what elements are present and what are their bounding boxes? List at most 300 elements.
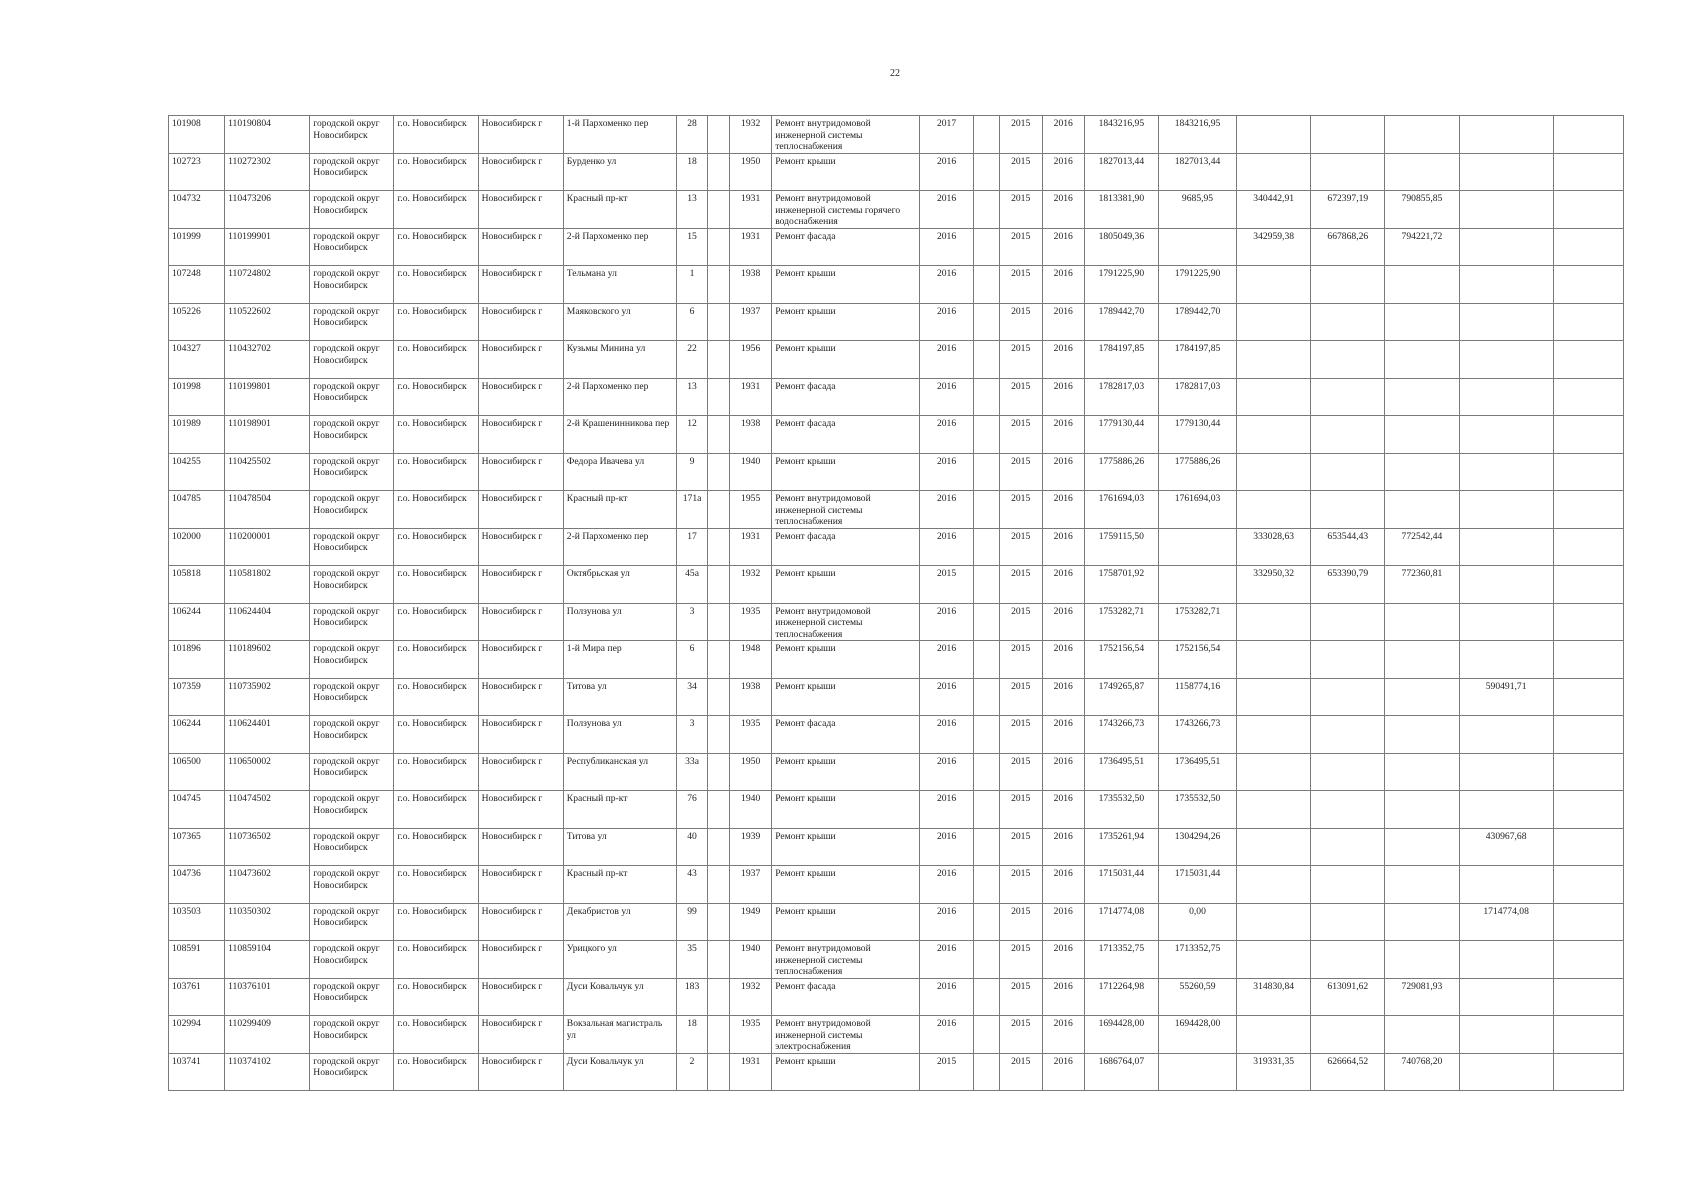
cell-source-b	[1311, 153, 1385, 191]
cell-total-cost: 1712264,98	[1084, 978, 1158, 1016]
table-row	[169, 228, 1624, 266]
cell-district: г.о. Новосибирск	[394, 1016, 478, 1054]
cell-blank-col	[973, 528, 999, 566]
cell-source-b	[1311, 753, 1385, 791]
cell-work-type: Ремонт фасада	[772, 716, 920, 754]
cell-source-b	[1311, 716, 1385, 754]
cell-city: Новосибирск г	[478, 678, 563, 716]
table-row	[169, 153, 1624, 191]
cell-source-a	[1237, 116, 1311, 154]
cell-street: Кузьмы Минина ул	[563, 341, 676, 379]
cell-district: г.о. Новосибирск	[394, 453, 478, 491]
cell-code: 110376101	[225, 978, 310, 1016]
cell-house-number: 28	[677, 116, 708, 154]
table-row	[169, 453, 1624, 491]
cell-plan-year: 2016	[920, 153, 973, 191]
cell-building	[708, 303, 730, 341]
cell-start-year: 2015	[999, 903, 1042, 941]
cell-source-d	[1459, 641, 1553, 679]
cell-year-built: 1935	[730, 603, 772, 641]
cell-source-d	[1459, 791, 1553, 829]
cell-blank-col	[973, 791, 999, 829]
cell-fund-amount: 1158774,16	[1158, 678, 1236, 716]
cell-extra-col	[1553, 791, 1623, 829]
cell-house-number: 99	[677, 903, 708, 941]
cell-extra-col	[1553, 228, 1623, 266]
cell-municipality: городской округ Новосибирск	[310, 866, 394, 904]
cell-source-a	[1237, 903, 1311, 941]
cell-object-id: 104255	[169, 453, 225, 491]
cell-start-year: 2015	[999, 491, 1042, 529]
cell-code: 110200001	[225, 528, 310, 566]
cell-start-year: 2015	[999, 341, 1042, 379]
cell-end-year: 2016	[1042, 116, 1084, 154]
cell-blank-col	[973, 303, 999, 341]
cell-source-c	[1385, 1016, 1459, 1054]
cell-fund-amount: 1843216,95	[1158, 116, 1236, 154]
cell-building	[708, 828, 730, 866]
cell-code: 110425502	[225, 453, 310, 491]
cell-house-number: 43	[677, 866, 708, 904]
cell-building	[708, 678, 730, 716]
cell-year-built: 1950	[730, 153, 772, 191]
cell-extra-col	[1553, 266, 1623, 304]
cell-object-id: 105818	[169, 566, 225, 604]
cell-end-year: 2016	[1042, 303, 1084, 341]
cell-source-d: 430967,68	[1459, 828, 1553, 866]
cell-source-c	[1385, 753, 1459, 791]
table-row	[169, 1053, 1624, 1091]
cell-plan-year: 2016	[920, 791, 973, 829]
cell-city: Новосибирск г	[478, 303, 563, 341]
cell-object-id: 104745	[169, 791, 225, 829]
cell-building	[708, 866, 730, 904]
cell-district: г.о. Новосибирск	[394, 641, 478, 679]
cell-source-d	[1459, 528, 1553, 566]
cell-source-d	[1459, 116, 1553, 154]
cell-source-a	[1237, 641, 1311, 679]
cell-source-b	[1311, 341, 1385, 379]
cell-district: г.о. Новосибирск	[394, 228, 478, 266]
cell-district: г.о. Новосибирск	[394, 341, 478, 379]
cell-extra-col	[1553, 753, 1623, 791]
cell-extra-col	[1553, 941, 1623, 979]
cell-source-c	[1385, 903, 1459, 941]
cell-fund-amount: 1743266,73	[1158, 716, 1236, 754]
table-row	[169, 116, 1624, 154]
cell-total-cost: 1694428,00	[1084, 1016, 1158, 1054]
cell-city: Новосибирск г	[478, 191, 563, 229]
cell-source-d	[1459, 716, 1553, 754]
cell-extra-col	[1553, 153, 1623, 191]
cell-source-b	[1311, 1016, 1385, 1054]
cell-source-a	[1237, 866, 1311, 904]
cell-source-d	[1459, 341, 1553, 379]
cell-end-year: 2016	[1042, 941, 1084, 979]
cell-source-d: 590491,71	[1459, 678, 1553, 716]
cell-municipality: городской округ Новосибирск	[310, 753, 394, 791]
cell-district: г.о. Новосибирск	[394, 116, 478, 154]
cell-source-d	[1459, 453, 1553, 491]
cell-object-id: 104736	[169, 866, 225, 904]
cell-city: Новосибирск г	[478, 753, 563, 791]
cell-object-id: 108591	[169, 941, 225, 979]
cell-work-type: Ремонт фасада	[772, 528, 920, 566]
cell-house-number: 1	[677, 266, 708, 304]
cell-total-cost: 1735261,94	[1084, 828, 1158, 866]
cell-city: Новосибирск г	[478, 603, 563, 641]
cell-extra-col	[1553, 116, 1623, 154]
cell-fund-amount: 55260,59	[1158, 978, 1236, 1016]
cell-source-a	[1237, 678, 1311, 716]
cell-source-a	[1237, 416, 1311, 454]
cell-total-cost: 1749265,87	[1084, 678, 1158, 716]
cell-end-year: 2016	[1042, 753, 1084, 791]
cell-fund-amount: 1753282,71	[1158, 603, 1236, 641]
cell-start-year: 2015	[999, 116, 1042, 154]
cell-source-d	[1459, 303, 1553, 341]
cell-district: г.о. Новосибирск	[394, 903, 478, 941]
cell-building	[708, 528, 730, 566]
cell-municipality: городской округ Новосибирск	[310, 378, 394, 416]
cell-code: 110199901	[225, 228, 310, 266]
cell-total-cost: 1758701,92	[1084, 566, 1158, 604]
cell-house-number: 3	[677, 603, 708, 641]
cell-end-year: 2016	[1042, 716, 1084, 754]
cell-object-id: 102994	[169, 1016, 225, 1054]
cell-source-a	[1237, 453, 1311, 491]
cell-source-a: 333028,63	[1237, 528, 1311, 566]
cell-district: г.о. Новосибирск	[394, 866, 478, 904]
cell-district: г.о. Новосибирск	[394, 941, 478, 979]
cell-fund-amount: 1752156,54	[1158, 641, 1236, 679]
cell-work-type: Ремонт крыши	[772, 303, 920, 341]
cell-district: г.о. Новосибирск	[394, 303, 478, 341]
cell-source-c	[1385, 453, 1459, 491]
cell-building	[708, 1053, 730, 1091]
cell-street: Ползунова ул	[563, 716, 676, 754]
cell-district: г.о. Новосибирск	[394, 791, 478, 829]
cell-building	[708, 791, 730, 829]
cell-code: 110189602	[225, 641, 310, 679]
cell-plan-year: 2016	[920, 416, 973, 454]
cell-year-built: 1940	[730, 453, 772, 491]
cell-work-type: Ремонт крыши	[772, 678, 920, 716]
cell-object-id: 103741	[169, 1053, 225, 1091]
cell-code: 110190804	[225, 116, 310, 154]
cell-fund-amount: 1761694,03	[1158, 491, 1236, 529]
cell-blank-col	[973, 678, 999, 716]
cell-street: Красный пр-кт	[563, 866, 676, 904]
cell-source-d	[1459, 753, 1553, 791]
table-row	[169, 266, 1624, 304]
cell-building	[708, 753, 730, 791]
table-row	[169, 341, 1624, 379]
cell-municipality: городской округ Новосибирск	[310, 228, 394, 266]
cell-work-type: Ремонт крыши	[772, 866, 920, 904]
table-row	[169, 603, 1624, 641]
cell-blank-col	[973, 228, 999, 266]
cell-city: Новосибирск г	[478, 378, 563, 416]
cell-source-b	[1311, 866, 1385, 904]
cell-object-id: 107359	[169, 678, 225, 716]
cell-fund-amount: 1775886,26	[1158, 453, 1236, 491]
cell-source-b: 653544,43	[1311, 528, 1385, 566]
cell-source-a: 319331,35	[1237, 1053, 1311, 1091]
cell-source-a	[1237, 828, 1311, 866]
cell-street: Октябрьская ул	[563, 566, 676, 604]
cell-year-built: 1938	[730, 416, 772, 454]
cell-start-year: 2015	[999, 1053, 1042, 1091]
cell-source-b: 653390,79	[1311, 566, 1385, 604]
cell-end-year: 2016	[1042, 341, 1084, 379]
cell-building	[708, 116, 730, 154]
cell-year-built: 1935	[730, 1016, 772, 1054]
cell-plan-year: 2016	[920, 453, 973, 491]
cell-object-id: 101896	[169, 641, 225, 679]
cell-source-b: 626664,52	[1311, 1053, 1385, 1091]
cell-source-b	[1311, 453, 1385, 491]
cell-district: г.о. Новосибирск	[394, 378, 478, 416]
cell-end-year: 2016	[1042, 566, 1084, 604]
cell-house-number: 22	[677, 341, 708, 379]
cell-plan-year: 2016	[920, 191, 973, 229]
cell-source-a: 314830,84	[1237, 978, 1311, 1016]
cell-work-type: Ремонт внутридомовой инженерной системы теплоснабжения	[772, 603, 920, 641]
cell-fund-amount	[1158, 566, 1236, 604]
cell-code: 110624404	[225, 603, 310, 641]
cell-blank-col	[973, 603, 999, 641]
cell-work-type: Ремонт крыши	[772, 1053, 920, 1091]
cell-start-year: 2015	[999, 678, 1042, 716]
cell-total-cost: 1743266,73	[1084, 716, 1158, 754]
cell-total-cost: 1714774,08	[1084, 903, 1158, 941]
cell-city: Новосибирск г	[478, 153, 563, 191]
cell-code: 110522602	[225, 303, 310, 341]
cell-blank-col	[973, 753, 999, 791]
cell-code: 110432702	[225, 341, 310, 379]
table-row	[169, 303, 1624, 341]
cell-code: 110350302	[225, 903, 310, 941]
cell-start-year: 2015	[999, 1016, 1042, 1054]
cell-start-year: 2015	[999, 978, 1042, 1016]
cell-source-d	[1459, 603, 1553, 641]
cell-municipality: городской округ Новосибирск	[310, 453, 394, 491]
cell-blank-col	[973, 866, 999, 904]
cell-work-type: Ремонт крыши	[772, 828, 920, 866]
cell-total-cost: 1805049,36	[1084, 228, 1158, 266]
cell-source-c	[1385, 603, 1459, 641]
cell-start-year: 2015	[999, 791, 1042, 829]
cell-year-built: 1931	[730, 228, 772, 266]
cell-source-c	[1385, 116, 1459, 154]
cell-source-d: 1714774,08	[1459, 903, 1553, 941]
cell-year-built: 1950	[730, 753, 772, 791]
cell-end-year: 2016	[1042, 603, 1084, 641]
cell-year-built: 1937	[730, 866, 772, 904]
cell-district: г.о. Новосибирск	[394, 566, 478, 604]
cell-street: 2-й Пархоменко пер	[563, 528, 676, 566]
cell-code: 110473206	[225, 191, 310, 229]
cell-total-cost: 1782817,03	[1084, 378, 1158, 416]
cell-work-type: Ремонт внутридомовой инженерной системы теплоснабжения	[772, 941, 920, 979]
cell-house-number: 34	[677, 678, 708, 716]
cell-code: 110473602	[225, 866, 310, 904]
cell-source-a: 340442,91	[1237, 191, 1311, 229]
cell-municipality: городской округ Новосибирск	[310, 266, 394, 304]
cell-year-built: 1932	[730, 566, 772, 604]
cell-end-year: 2016	[1042, 153, 1084, 191]
cell-end-year: 2016	[1042, 378, 1084, 416]
cell-extra-col	[1553, 678, 1623, 716]
table-row	[169, 641, 1624, 679]
cell-fund-amount: 1694428,00	[1158, 1016, 1236, 1054]
cell-building	[708, 941, 730, 979]
cell-object-id: 103761	[169, 978, 225, 1016]
cell-work-type: Ремонт фасада	[772, 416, 920, 454]
table-row	[169, 566, 1624, 604]
cell-house-number: 33а	[677, 753, 708, 791]
cell-district: г.о. Новосибирск	[394, 191, 478, 229]
cell-plan-year: 2016	[920, 603, 973, 641]
cell-start-year: 2015	[999, 866, 1042, 904]
cell-work-type: Ремонт фасада	[772, 378, 920, 416]
cell-fund-amount	[1158, 528, 1236, 566]
cell-house-number: 3	[677, 716, 708, 754]
cell-code: 110735902	[225, 678, 310, 716]
cell-street: Вокзальная магистраль ул	[563, 1016, 676, 1054]
cell-source-a	[1237, 1016, 1311, 1054]
cell-work-type: Ремонт крыши	[772, 791, 920, 829]
cell-source-c: 772542,44	[1385, 528, 1459, 566]
cell-blank-col	[973, 378, 999, 416]
cell-municipality: городской округ Новосибирск	[310, 153, 394, 191]
cell-fund-amount: 1827013,44	[1158, 153, 1236, 191]
cell-fund-amount: 1304294,26	[1158, 828, 1236, 866]
cell-object-id: 101999	[169, 228, 225, 266]
cell-code: 110859104	[225, 941, 310, 979]
cell-year-built: 1938	[730, 266, 772, 304]
cell-year-built: 1938	[730, 678, 772, 716]
cell-fund-amount: 1735532,50	[1158, 791, 1236, 829]
cell-city: Новосибирск г	[478, 941, 563, 979]
cell-source-d	[1459, 378, 1553, 416]
cell-year-built: 1949	[730, 903, 772, 941]
cell-start-year: 2015	[999, 603, 1042, 641]
cell-start-year: 2015	[999, 153, 1042, 191]
cell-source-d	[1459, 266, 1553, 304]
cell-extra-col	[1553, 1053, 1623, 1091]
cell-street: Дуси Ковальчук ул	[563, 978, 676, 1016]
cell-extra-col	[1553, 641, 1623, 679]
cell-source-d	[1459, 1016, 1553, 1054]
cell-building	[708, 491, 730, 529]
cell-house-number: 15	[677, 228, 708, 266]
cell-source-b	[1311, 941, 1385, 979]
table-row	[169, 678, 1624, 716]
cell-source-c	[1385, 378, 1459, 416]
cell-blank-col	[973, 453, 999, 491]
cell-extra-col	[1553, 903, 1623, 941]
cell-district: г.о. Новосибирск	[394, 1053, 478, 1091]
cell-city: Новосибирск г	[478, 116, 563, 154]
cell-start-year: 2015	[999, 941, 1042, 979]
cell-source-c: 790855,85	[1385, 191, 1459, 229]
cell-source-b	[1311, 791, 1385, 829]
cell-municipality: городской округ Новосибирск	[310, 641, 394, 679]
cell-district: г.о. Новосибирск	[394, 716, 478, 754]
cell-start-year: 2015	[999, 378, 1042, 416]
cell-district: г.о. Новосибирск	[394, 153, 478, 191]
cell-source-d	[1459, 228, 1553, 266]
cell-year-built: 1948	[730, 641, 772, 679]
cell-municipality: городской округ Новосибирск	[310, 116, 394, 154]
cell-municipality: городской округ Новосибирск	[310, 416, 394, 454]
cell-end-year: 2016	[1042, 491, 1084, 529]
cell-end-year: 2016	[1042, 1053, 1084, 1091]
cell-start-year: 2015	[999, 641, 1042, 679]
cell-building	[708, 453, 730, 491]
cell-blank-col	[973, 1016, 999, 1054]
cell-source-b	[1311, 303, 1385, 341]
cell-city: Новосибирск г	[478, 866, 563, 904]
cell-fund-amount: 9685,95	[1158, 191, 1236, 229]
cell-building	[708, 978, 730, 1016]
cell-house-number: 2	[677, 1053, 708, 1091]
cell-house-number: 45а	[677, 566, 708, 604]
cell-object-id: 106500	[169, 753, 225, 791]
cell-end-year: 2016	[1042, 828, 1084, 866]
cell-object-id: 101989	[169, 416, 225, 454]
cell-source-c	[1385, 641, 1459, 679]
cell-plan-year: 2016	[920, 978, 973, 1016]
cell-object-id: 106244	[169, 716, 225, 754]
cell-city: Новосибирск г	[478, 416, 563, 454]
cell-work-type: Ремонт крыши	[772, 341, 920, 379]
cell-city: Новосибирск г	[478, 903, 563, 941]
cell-street: Титова ул	[563, 828, 676, 866]
cell-source-b	[1311, 116, 1385, 154]
cell-house-number: 6	[677, 641, 708, 679]
cell-house-number: 35	[677, 941, 708, 979]
cell-start-year: 2015	[999, 528, 1042, 566]
table-row	[169, 528, 1624, 566]
cell-plan-year: 2015	[920, 1053, 973, 1091]
cell-blank-col	[973, 1053, 999, 1091]
cell-house-number: 183	[677, 978, 708, 1016]
cell-house-number: 17	[677, 528, 708, 566]
cell-object-id: 101908	[169, 116, 225, 154]
cell-source-c	[1385, 941, 1459, 979]
cell-house-number: 6	[677, 303, 708, 341]
cell-blank-col	[973, 491, 999, 529]
cell-building	[708, 716, 730, 754]
table-row	[169, 791, 1624, 829]
cell-fund-amount: 1789442,70	[1158, 303, 1236, 341]
cell-plan-year: 2016	[920, 491, 973, 529]
cell-street: 1-й Мира пер	[563, 641, 676, 679]
cell-source-d	[1459, 491, 1553, 529]
cell-city: Новосибирск г	[478, 341, 563, 379]
cell-source-c	[1385, 491, 1459, 529]
cell-municipality: городской округ Новосибирск	[310, 528, 394, 566]
cell-object-id: 107365	[169, 828, 225, 866]
cell-fund-amount: 1713352,75	[1158, 941, 1236, 979]
cell-total-cost: 1843216,95	[1084, 116, 1158, 154]
cell-total-cost: 1753282,71	[1084, 603, 1158, 641]
cell-plan-year: 2016	[920, 866, 973, 904]
cell-end-year: 2016	[1042, 1016, 1084, 1054]
